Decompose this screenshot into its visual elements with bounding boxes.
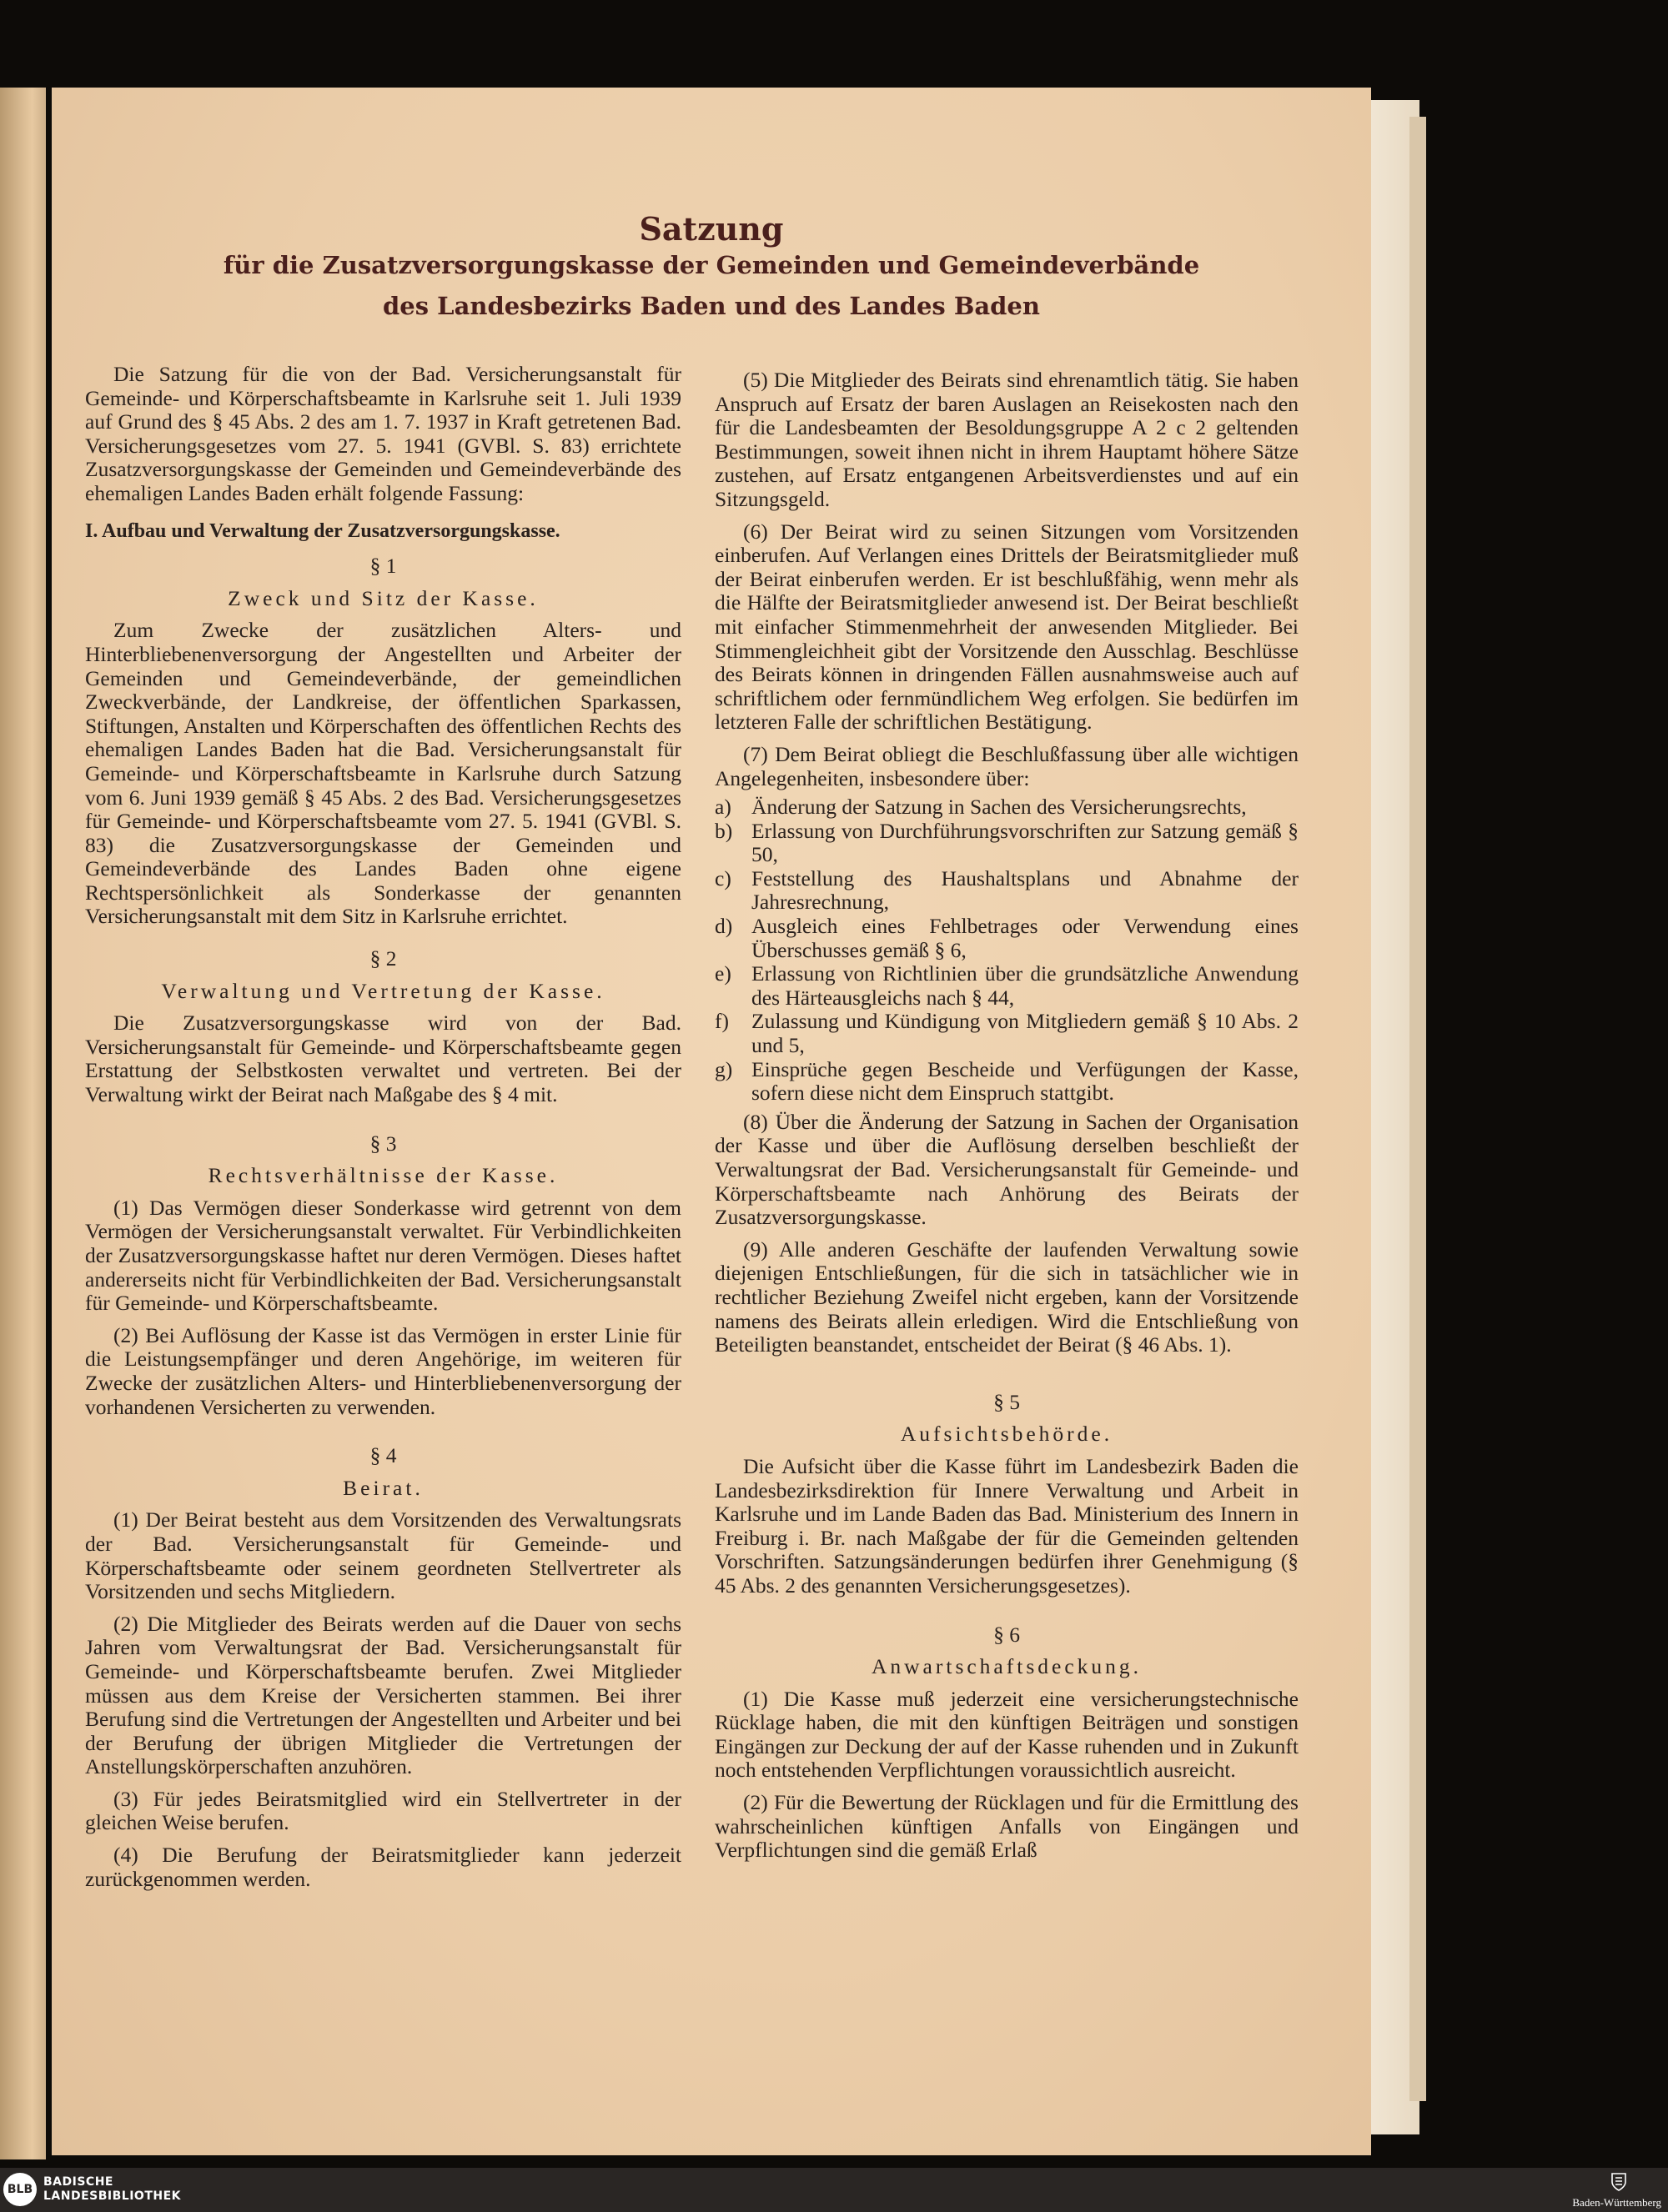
list-item: [715, 867, 1299, 915]
right-column: [715, 369, 1299, 1863]
adjacent-page-edge: [0, 88, 46, 2159]
section-title: Anwartschaftsdeckung.: [871, 1654, 1143, 1679]
library-name-line1: BADISCHE: [43, 2175, 113, 2189]
document-subtitle-line1: für die Zusatzversorgungskasse der Gemeinden und Gemeindeverbände: [223, 251, 1200, 279]
coat-of-arms-icon: [1608, 2171, 1630, 2193]
list-item-text: Erlassung von Richtlinien über die grundsätzliche Anwendung des Härteausgleichs nach § 44,: [751, 961, 1299, 1010]
section-paragraph: (6) Der Beirat wird zu seinen Sitzungen vom Vorsitzenden einberufen. Auf Verlangen eines Drittels der Beiratsmitglieder muß der Beirat einberufen werden. Er ist beschlußfähig, wenn mehr als die Hälfte der Beiratsmitglieder anwesend ist. Der Beirat beschließt mit einfacher Stimmenmehrheit der anwesenden Mitglieder. Bei Stimmengleichheit gibt der Vorsitzende den Ausschlag. Beschlüsse des Beirats können in dringenden Fällen ausnahmsweise auch auf schriftlichem oder fernmündlichem Weg erfolgen. Sie bedürfen im letzteren Falle der schriftlichen Bestätigung.: [715, 519, 1299, 735]
section-paragraph: (5) Die Mitglieder des Beirats sind ehrenamtlich tätig. Sie haben Anspruch auf Ersatz der baren Auslagen an Reisekosten nach den für die Landesbeamten der Besoldungsgruppe A 2 c 2 geltenden Bestimmungen, soweit ihnen nicht in ihrem Hauptamt höhere Sätze zustehen, auf Ersatz entgangenen Arbeitsverdienstes und auf ein Sitzungsgeld.: [715, 368, 1299, 511]
list-item-label: a): [715, 795, 731, 820]
blb-logo[interactable]: BLB: [3, 2173, 37, 2206]
section-paragraph: (1) Der Beirat besteht aus dem Vorsitzenden des Verwaltungsrats der Bad. Versicherungsanstalt für Gemeinde- und Körperschaftsbeamte oder seinem geordneten Stellvertreter als Vorsitzenden und sechs Mitgliedern.: [85, 1507, 681, 1604]
library-name-line2: LANDESBIBLIOTHEK: [43, 2189, 182, 2203]
section-title: Rechtsverhältnisse der Kasse.: [208, 1163, 559, 1188]
list-item: [715, 795, 1299, 820]
library-name[interactable]: [43, 2175, 181, 2204]
part-heading: I. Aufbau und Verwaltung der Zusatzversorgungskasse.: [85, 519, 560, 542]
document-subtitle-line2: des Landesbezirks Baden und des Landes Baden: [383, 292, 1040, 320]
section-paragraph: Die Aufsicht über die Kasse führt im Landesbezirk Baden die Landesbezirksdirektion für Innere Verwaltung und Arbeit in Karlsruhe und im Lande Baden das Bad. Ministerium des Innern in Freiburg i. Br. nach Maßgabe der für die Gemeinden geltenden Vorschriften. Satzungsänderungen bedürfen ihrer Genehmigung (§ 45 Abs. 2 des genannten Versicherungsgesetzes).: [715, 1453, 1299, 1598]
section-title: Aufsichtsbehörde.: [900, 1422, 1113, 1447]
list-item: [715, 1010, 1299, 1057]
page-stack-edge-inner: [1409, 117, 1426, 2101]
section-paragraph: (1) Das Vermögen dieser Sonderkasse wird getrennt von dem Vermögen der Versicherungsanstalt verwaltet. Für Verbindlichkeiten der Zusatzversorgungskasse haftet nur deren Vermögen. Dieses haftet andererseits nicht für Verbindlichkeiten der Bad. Versicherungsanstalt für Gemeinde- und Körperschaftsbeamte.: [85, 1195, 681, 1316]
section-paragraph: (4) Die Berufung der Beiratsmitglieder kann jederzeit zurückgenommen werden.: [85, 1843, 681, 1891]
list-item-text: Erlassung von Durchführungsvorschriften zur Satzung gemäß § 50,: [751, 818, 1299, 867]
section-title: Verwaltung und Vertretung der Kasse.: [161, 978, 605, 1003]
list-item-text: Ausgleich eines Fehlbetrages oder Verwendung eines Überschusses gemäß § 6,: [751, 914, 1299, 962]
beirat-duties-list: [715, 795, 1299, 1106]
section-title: Beirat.: [343, 1475, 424, 1500]
section-paragraph: (1) Die Kasse muß jederzeit eine versicherungstechnische Rücklage haben, die mit den künftigen Beiträgen und sonstigen Eingängen zur Deckung der auf der Kasse ruhenden und in Zukunft noch entstehenden Verpflichtungen voraussichtlich ausreicht.: [715, 1686, 1299, 1783]
list-item-label: b): [715, 818, 733, 843]
list-item-label: c): [715, 865, 731, 890]
document: [52, 88, 1371, 2155]
list-item: [715, 915, 1299, 962]
section-paragraph: (2) Für die Bewertung der Rücklagen und für die Ermittlung des wahrscheinlichen künftigen Anfalls von Eingängen und Verpflichtungen sind die gemäß Erlaß: [715, 1790, 1299, 1863]
intro-paragraph: Die Satzung für die von der Bad. Versicherungsanstalt für Gemeinde- und Körperschaftsbeamte in Karlsruhe seit 1. Juli 1939 auf Grund des § 45 Abs. 2 des am 1. 7. 1937 in Kraft getretenen Bad. Versicherungsgesetzes vom 27. 5. 1941 (GVBl. S. 83) errichtete Zusatzversorgungskasse der Gemeinden und Gemeindeverbände des ehemaligen Landes Baden erhält folgende Fassung:: [85, 362, 681, 505]
list-item-text: Feststellung des Haushaltsplans und Abnahme der Jahresrechnung,: [751, 865, 1299, 915]
section-paragraph: Die Zusatzversorgungskasse wird von der Bad. Versicherungsanstalt für Gemeinde- und Körperschaftsbeamte gegen Erstattung der Selbstkosten verwaltet und vertreten. Bei der Verwaltung wirkt der Beirat nach Maßgabe des § 4 mit.: [85, 1011, 681, 1107]
left-column: [85, 363, 681, 1891]
list-item-text: Einsprüche gegen Bescheide und Verfügungen der Kasse, sofern diese nicht dem Einspruch stattgibt.: [751, 1056, 1299, 1106]
section-number: § 3: [369, 1131, 397, 1156]
section-number: § 1: [369, 554, 397, 579]
document-title: Satzung: [639, 210, 784, 248]
section-number: § 6: [993, 1622, 1020, 1647]
list-item: [715, 962, 1299, 1010]
list-item-label: f): [715, 1009, 729, 1034]
section-paragraph: Zum Zwecke der zusätzlichen Alters- und Hinterbliebenenversorgung der Angestellten und Arbeiter der Gemeinden und Gemeindeverbände, der gemeindlichen Zweckverbände, der Landkreise, der öffentlichen Sparkassen, Stiftungen, Anstalten und Körperschaften des öffentlichen Rechts des ehemaligen Landes Baden hat die Bad. Versicherungsanstalt für Gemeinde- und Körperschaftsbeamte in Karlsruhe durch Satzung vom 6. Juni 1939 gemäß § 45 Abs. 2 des Bad. Versicherungsgesetzes für Gemeinde- und Körperschaftsbeamte vom 27. 5. 1941 (GVBl. S. 83) die Zusatzversorgungskasse der Gemeinden und Gemeindeverbände des Landes Baden ohne eigene Rechtspersönlichkeit als Sonderkasse der genannten Versicherungsanstalt mit dem Sitz in Karlsruhe errichtet.: [85, 618, 681, 929]
list-item: [715, 820, 1299, 867]
section-paragraph: (7) Dem Beirat obliegt die Beschlußfassung über alle wichtigen Angelegenheiten, insbesondere über:: [715, 741, 1299, 790]
section-paragraph: (3) Für jedes Beiratsmitglied wird ein Stellvertreter in der gleichen Weise berufen.: [85, 1786, 681, 1835]
list-item-label: e): [715, 961, 731, 986]
section-paragraph: (2) Bei Auflösung der Kasse ist das Vermögen in erster Linie für die Leistungsempfänger und deren Angehörige, im weiteren für Zwecke der zusätzlichen Alters- und Hinterbliebenenversorgung der vorhandenen Versicherten zu verwenden.: [85, 1322, 681, 1419]
section-paragraph: (9) Alle anderen Geschäfte der laufenden Verwaltung sowie diejenigen Entschließungen, für die sich in tatsächlicher wie in rechtlicher Beziehung Zweifel nicht ergeben, kann der Vorsitzende namens des Beirats allein erledigen. Wird die Entschließung von Beteiligten beanstandet, entscheidet der Beirat (§ 46 Abs. 1).: [715, 1236, 1299, 1357]
section-title: Zweck und Sitz der Kasse.: [228, 585, 539, 610]
section-paragraph: (2) Die Mitglieder des Beirats werden auf die Dauer von sechs Jahren vom Verwaltungsrat der Bad. Versicherungsanstalt für Gemeinde- und Körperschaftsbeamte berufen. Zwei Mitglieder müssen aus dem Kreise der Versicherten stammen. Bei ihrer Berufung sind die Vertretungen der Angestellten und Arbeiter und bei der Berufung der übrigen Mitglieder die Vertretungen der Anstellungskörperschaften anzuhören.: [85, 1611, 681, 1779]
list-item-label: d): [715, 914, 733, 939]
state-label: Baden-Württemberg: [1572, 2196, 1661, 2209]
footer-bar: [0, 2168, 1668, 2212]
list-item-label: g): [715, 1056, 733, 1081]
list-item-text: Zulassung und Kündigung von Mitgliedern gemäß § 10 Abs. 2 und 5,: [751, 1009, 1299, 1058]
section-number: § 5: [993, 1389, 1020, 1414]
section-paragraph: (8) Über die Änderung der Satzung in Sachen der Organisation der Kasse und über die Auflösung derselben beschließt der Verwaltungsrat der Bad. Versicherungsanstalt für Gemeinde- und Körperschaftsbeamte nach Anhörung des Beirats der Zusatzversorgungskasse.: [715, 1109, 1299, 1230]
list-item-text: Änderung der Satzung in Sachen des Versicherungsrechts,: [751, 795, 1247, 820]
section-number: § 4: [369, 1443, 397, 1468]
list-item: [715, 1058, 1299, 1106]
section-number: § 2: [369, 946, 397, 971]
